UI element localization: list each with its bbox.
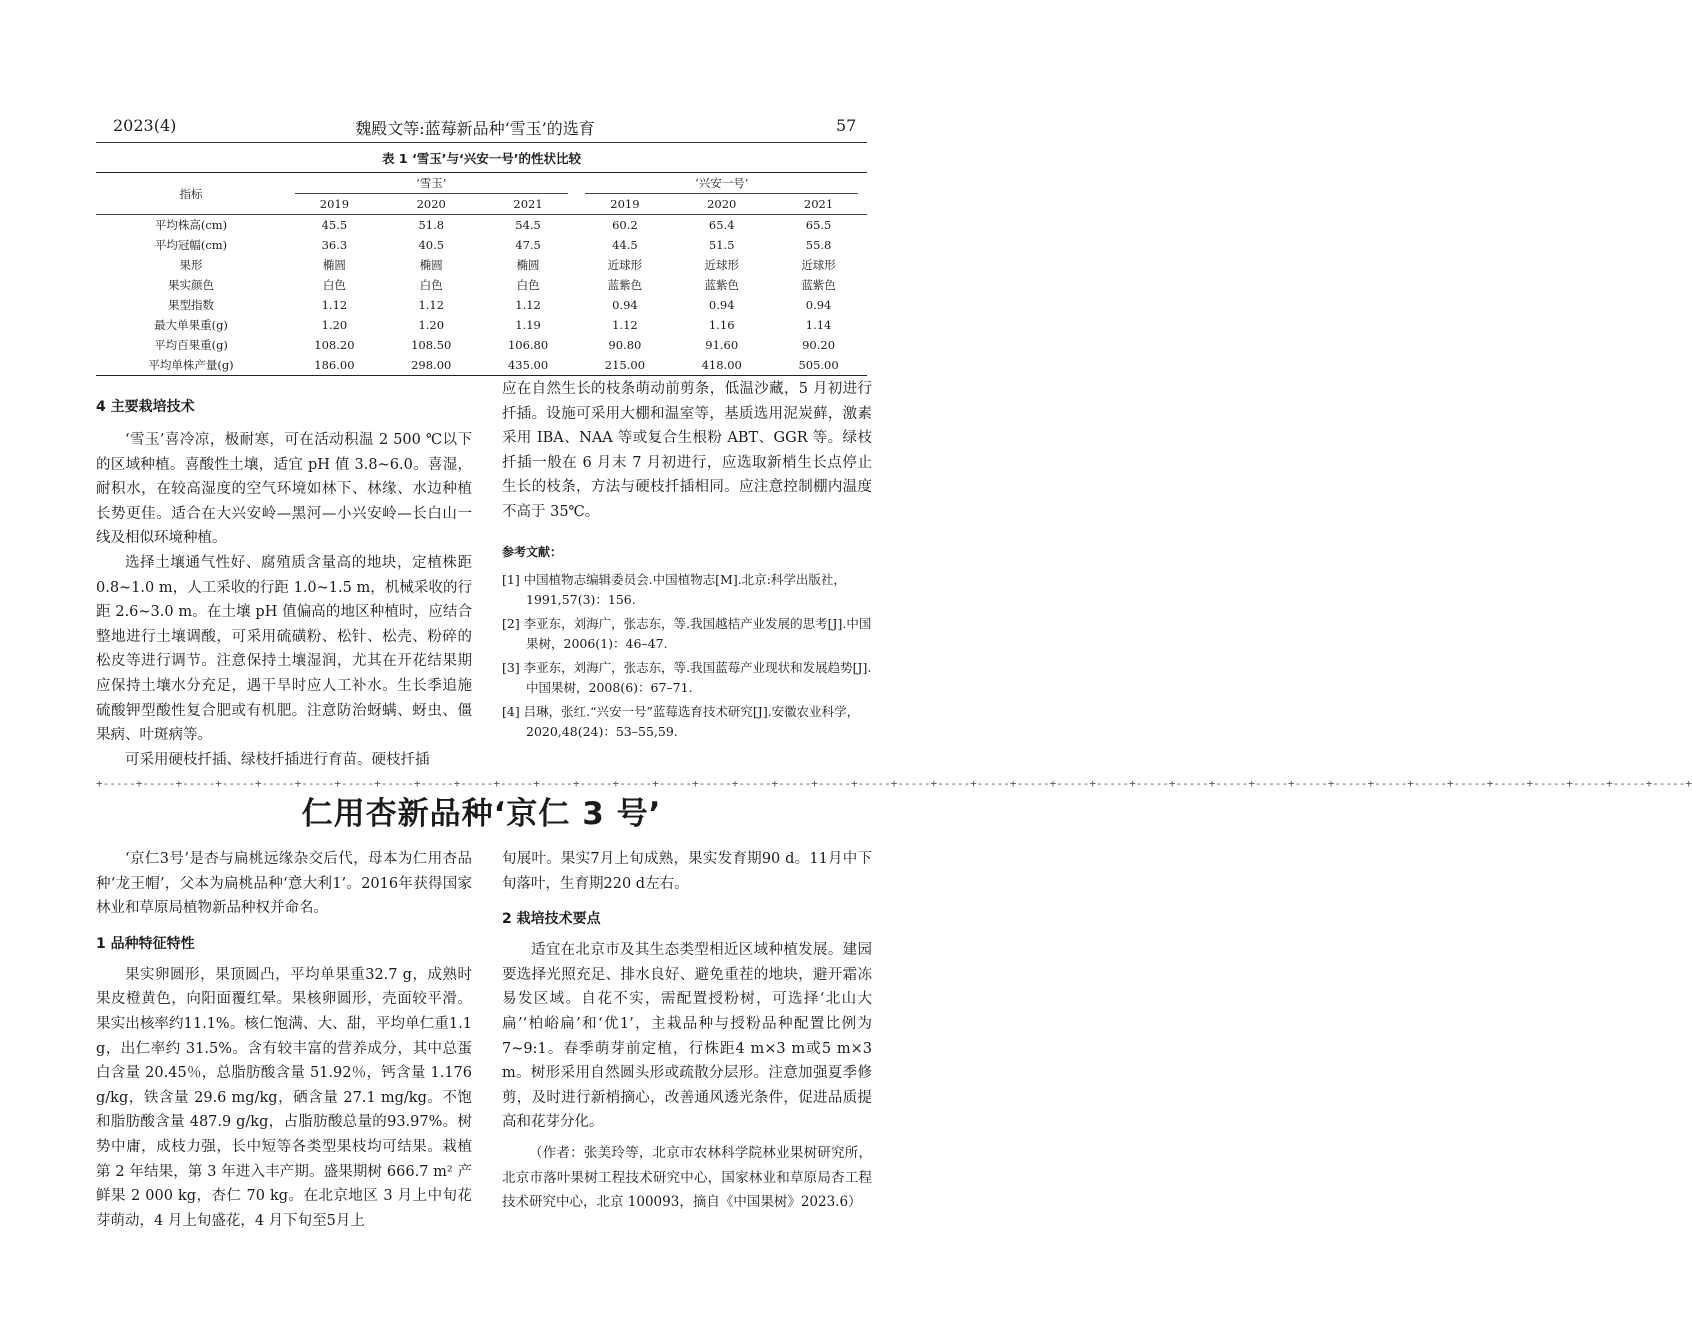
table-cell: 1.12 (612, 318, 638, 332)
reference-item: [1] 中国植物志编辑委员会.中国植物志[M].北京:科学出版社，1991,57(3)：156. (502, 571, 846, 607)
year-cell: 2019 (576, 194, 673, 215)
table-cell: 298.00 (383, 355, 480, 376)
table-cell: 418.00 (673, 355, 770, 376)
table-cell: 近球形 (607, 258, 643, 272)
intro-paragraph: ‘京仁3号’是杏与扁桃远缘杂交后代，母本为仁用杏品种‘龙王帽’，父本为扁桃品种‘意大利1’。2016年获得国家林业和草原局植物新品种权并命名。 (96, 851, 472, 917)
body-paragraph: 适宜在北京市及其生态类型相近区域种植发展。建园要选择光照充足、排水良好、避免重茬的地块，避开霜冻易发区域。自花不实，需配置授粉树，可选择‘北山大扁’‘柏峪扁’和‘优1’，主栽品种与授粉品种配置比例为7~9:1。春季萌芽前定植，行株距4 m×3 m或5 m×3 m。树形采用自然圆头形或疏散分层形。注意加强夏季修剪，及时进行新梢摘心，改善通风透光条件，促进品质提高和花芽分化。 (502, 942, 872, 1131)
issue-number: 2023(4) (113, 116, 177, 135)
year-cell: 2021 (770, 194, 867, 215)
table-cell: 椭圆 (322, 258, 346, 272)
article2-left-column (96, 847, 472, 1233)
article1-right-column (502, 377, 872, 746)
table-cell: 51.5 (708, 238, 735, 252)
article1-left-column (96, 396, 472, 772)
row-label: 平均百果重(g) (154, 338, 228, 352)
section-heading: 1 品种特征特性 (96, 935, 195, 952)
table-cell: 215.00 (576, 355, 673, 376)
table-title: 表 1 ‘雪玉’与‘兴安一号’的性状比较 (382, 151, 581, 166)
table-cell: 505.00 (770, 355, 867, 376)
year-cell: 2020 (383, 194, 480, 215)
table-cell: 蓝紫色 (607, 278, 643, 292)
row-label: 果实颜色 (168, 278, 214, 292)
group-header-xueyu: ‘雪玉’ (286, 173, 576, 195)
table-cell: 91.60 (705, 338, 739, 352)
body-paragraph: 果实卵圆形，果顶圆凸，平均单果重32.7 g，成熟时果皮橙黄色，向阳面覆红晕。果核卵圆形，壳面较平滑。果实出核率约11.1%。核仁饱满、大、甜，平均单仁重1.1 g，出仁率约 31.5%。含有较丰富的营养成分，其中总蛋白含量 20.45％，总脂肪酸含量 51.92％，钙含量 1.176 g/kg，铁含量 29.6 mg/kg，硒含量 27.1 mg/kg。不饱和脂肪酸含量 487.9 g/kg，占脂肪酸总量的93.97%。树势中庸，成枝力强，长中短等各类型果枝均可结果。栽植第 2 年结果，第 3 年进入丰产期。盛果期树 666.7 m² 产鲜果 2 000 kg，杏仁 70 kg。在北京地区 3 月上中旬花芽萌动，4 月上旬盛花，4 月下旬至5月上 (96, 966, 472, 1229)
table-cell: 54.5 (515, 218, 541, 232)
table-cell: 近球形 (801, 258, 836, 272)
table-cell: 1.20 (321, 318, 348, 332)
section-heading: 4 主要栽培技术 (96, 399, 195, 415)
table-cell: 65.4 (708, 218, 735, 232)
table-cell: 0.94 (612, 298, 638, 312)
table-cell: 90.80 (608, 338, 642, 352)
table-cell: 1.19 (515, 318, 541, 332)
year-cell: 2021 (480, 194, 577, 215)
table-cell: 65.5 (805, 218, 832, 232)
table-cell: 55.8 (805, 238, 832, 252)
table-cell: 40.5 (418, 238, 445, 252)
article-separator: +-----+-----+-----+-----+-----+-----+-----+-----+-----+-----+-----+-----+-----+-----+-----+-----+-----+-----+-----+-----+-----+-----+-----+-----+-----+-----+-----+-----+-----+-----+-----+-----+-----+-----+-----+-----+-----+-----+-----+-----+ (96, 777, 1692, 790)
row-label: 果型指数 (168, 298, 214, 312)
table-cell: 0.94 (805, 298, 832, 312)
body-paragraph: 应在自然生长的枝条萌动前剪条，低温沙藏，5 月初进行扦插。设施可采用大棚和温室等，基质选用泥炭藓，激素采用 IBA、NAA 等或复合生根粉 ABT、GGR 等。绿枝扦插一般在 6 月末 7 月初进行，应选取新梢生长点停止生长的枝条，方法与硬枝扦插相同。应注意控制棚内温度不高于 35℃。 (502, 381, 872, 520)
year-cell: 2019 (286, 194, 383, 215)
table-cell: 435.00 (480, 355, 577, 376)
references-heading: 参考文献： (502, 544, 563, 559)
table-cell: 44.5 (612, 238, 638, 252)
trait-comparison-table (96, 172, 867, 376)
running-title: 魏殿文等:蓝莓新品种‘雪玉’的选育 (355, 119, 595, 138)
table-row (96, 335, 867, 355)
table-row (96, 235, 867, 255)
table-cell: 1.20 (418, 318, 445, 332)
table-cell: 白色 (322, 278, 346, 292)
table-cell: 45.5 (321, 218, 348, 232)
author-note: （作者：张美玲等，北京市农林科学院林业果树研究所，北京市落叶果树工程技术研究中心，国家林业和草原局杏工程技术研究中心，北京 100093，摘自《中国果树》2023.6） (502, 1144, 872, 1211)
table-cell: 47.5 (515, 238, 541, 252)
table-cell: 白色 (516, 278, 540, 292)
table-row (96, 255, 867, 275)
table-cell: 1.12 (418, 298, 445, 312)
year-cell: 2020 (673, 194, 770, 215)
table-cell: 1.12 (321, 298, 348, 312)
table-row (96, 275, 867, 295)
table-cell: 0.94 (708, 298, 735, 312)
table-cell: 51.8 (418, 218, 445, 232)
table-row (96, 295, 867, 315)
row-label: 最大单果重(g) (154, 318, 228, 332)
table-cell: 108.20 (314, 338, 355, 352)
section-heading: 2 栽培技术要点 (502, 911, 601, 928)
index-header: 指标 (96, 173, 286, 215)
table-cell: 白色 (419, 278, 443, 292)
table-cell: 椭圆 (419, 258, 443, 272)
reference-item: [4] 吕琳，张红.“兴安一号”蓝莓选育技术研究[J].安徽农业科学，2020,48(24)：53–55,59. (502, 703, 860, 739)
table-cell: 蓝紫色 (801, 278, 836, 292)
table-cell: 90.20 (802, 338, 836, 352)
table-row (96, 355, 867, 376)
row-label: 果形 (179, 258, 203, 272)
reference-item: [2] 李亚东，刘海广，张志东，等.我国越桔产业发展的思考[J].中国果树，2006(1)：46–47. (502, 615, 872, 651)
table-cell: 1.14 (805, 318, 832, 332)
table-cell: 108.50 (411, 338, 452, 352)
table-cell: 椭圆 (516, 258, 540, 272)
table-cell: 蓝紫色 (704, 278, 739, 292)
row-label: 平均单株产量(g) (96, 355, 286, 376)
table-cell: 60.2 (612, 218, 638, 232)
table-row (96, 215, 867, 236)
table-cell: 36.3 (321, 238, 348, 252)
table-cell: 1.12 (515, 298, 541, 312)
article2-right-column (502, 847, 872, 1215)
body-paragraph: 旬展叶。果实7月上旬成熟，果实发育期90 d。11月中下旬落叶，生育期220 d左右。 (502, 851, 872, 892)
article2-title: 仁用杏新品种‘京仁 3 号’ (301, 796, 662, 832)
header-rule (96, 142, 867, 143)
group-header-xingan: ‘兴安一号’ (576, 173, 867, 195)
body-paragraph: 可采用硬枝扦插、绿枝扦插进行育苗。硬枝扦插 (125, 751, 430, 768)
table-header-row (96, 173, 867, 195)
row-label: 平均冠幅(cm) (154, 238, 228, 252)
table-cell: 近球形 (704, 258, 739, 272)
table-cell: 106.80 (507, 338, 549, 352)
table-cell: 1.16 (708, 318, 735, 332)
reference-item: [3] 李亚东，刘海广，张志东，等.我国蓝莓产业现状和发展趋势[J].中国果树，2008(6)：67–71. (502, 659, 872, 695)
row-label: 平均株高(cm) (154, 218, 228, 232)
page-number: 57 (836, 116, 857, 135)
body-paragraph: 选择土壤通气性好、腐殖质含量高的地块，定植株距 0.8~1.0 m，人工采收的行距 1.0~1.5 m，机械采收的行距 2.6~3.0 m。在土壤 pH 值偏高的地区种植时，应结合整地进行土壤调酸，可采用硫磺粉、松针、松壳、粉碎的松皮等进行调节。注意保持土壤湿润，尤其在开花结果期应保持土壤水分充足，遇干旱时应人工补水。生长季追施硫酸钾型酸性复合肥或有机肥。注意防治蚜螨、蚜虫、僵果病、叶斑病等。 (96, 554, 472, 744)
table-cell: 186.00 (286, 355, 383, 376)
table-row (96, 315, 867, 335)
body-paragraph: ‘雪玉’喜冷凉，极耐寒，可在活动积温 2 500 ℃以下的区域种植。喜酸性土壤，适宜 pH 值 3.8~6.0。喜湿，耐积水，在较高湿度的空气环境如林下、林缘、水边种植长势更佳。适合在大兴安岭—黑河—小兴安岭—长白山一线及相似环境种植。 (96, 432, 472, 547)
